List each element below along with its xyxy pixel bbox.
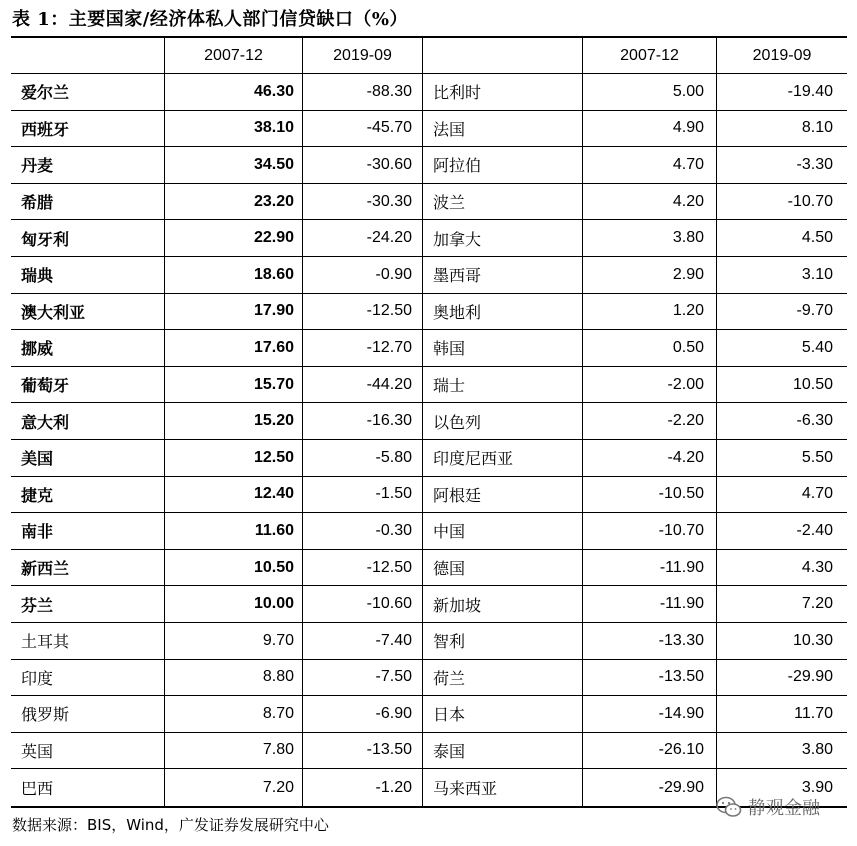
value-2007-12-right-cell: 0.50 xyxy=(583,330,717,366)
value-2019-09-right-cell: -3.30 xyxy=(796,155,833,173)
country-right-cell: 以色列 xyxy=(423,403,583,439)
table-row xyxy=(11,660,847,697)
country-left-cell: 捷克 xyxy=(11,477,165,513)
value-2019-09-right-cell: 8.10 xyxy=(801,119,833,137)
data-source-note: 数据来源：BIS，Wind，广发证券发展研究中心 xyxy=(12,816,329,834)
value-2007-12-left-cell: 38.10 xyxy=(165,111,303,147)
value-2007-12-left-cell: 17.60 xyxy=(165,330,303,366)
table-row xyxy=(11,367,847,404)
value-2019-09-right-cell: -2.40 xyxy=(796,521,833,539)
header-2019-09-left: 2019-09 xyxy=(303,38,423,73)
table-row xyxy=(11,220,847,257)
value-2007-12-right-cell: -13.50 xyxy=(583,660,717,696)
country-right-cell: 智利 xyxy=(423,623,583,659)
value-2019-09-left-cell: -13.50 xyxy=(303,733,423,769)
table-row xyxy=(11,623,847,660)
value-2019-09-left-cell: -1.50 xyxy=(303,477,423,513)
country-left-cell: 意大利 xyxy=(11,403,165,439)
value-2007-12-left-cell: 46.30 xyxy=(165,74,303,110)
value-2019-09-right-cell: 3.10 xyxy=(801,265,833,283)
value-2007-12-right-cell: -4.20 xyxy=(583,440,717,476)
value-2019-09-left-cell: -30.60 xyxy=(303,147,423,183)
value-2019-09-right-cell: 5.50 xyxy=(801,448,833,466)
table-row xyxy=(11,330,847,367)
country-right-cell: 阿拉伯 xyxy=(423,147,583,183)
country-left-cell: 葡萄牙 xyxy=(11,367,165,403)
country-left-cell: 匈牙利 xyxy=(11,220,165,256)
value-2007-12-left-cell: 34.50 xyxy=(165,147,303,183)
table-row xyxy=(11,147,847,184)
value-2019-09-right-cell: 3.90 xyxy=(801,778,833,796)
value-2007-12-left-cell: 17.90 xyxy=(165,294,303,330)
value-2007-12-left-cell: 7.20 xyxy=(165,769,303,806)
value-2007-12-left-cell: 15.20 xyxy=(165,403,303,439)
header-country-right xyxy=(423,38,583,73)
country-left-cell: 瑞典 xyxy=(11,257,165,293)
value-2007-12-right-cell: -11.90 xyxy=(583,586,717,622)
value-2019-09-left-cell: -5.80 xyxy=(303,440,423,476)
value-2007-12-left-cell: 22.90 xyxy=(165,220,303,256)
country-left-cell: 美国 xyxy=(11,440,165,476)
value-2019-09-right-cell: -19.40 xyxy=(787,82,833,100)
value-2019-09-right-cell: 10.50 xyxy=(792,375,833,393)
value-2007-12-left-cell: 12.50 xyxy=(165,440,303,476)
value-2007-12-left-cell: 7.80 xyxy=(165,733,303,769)
country-left-cell: 土耳其 xyxy=(11,623,165,659)
country-left-cell: 挪威 xyxy=(11,330,165,366)
value-2007-12-left-cell: 10.50 xyxy=(165,550,303,586)
value-2007-12-left-cell: 18.60 xyxy=(165,257,303,293)
value-2007-12-right-cell: -29.90 xyxy=(583,769,717,806)
value-2007-12-right-cell: 4.70 xyxy=(583,147,717,183)
value-2019-09-right-cell: 7.20 xyxy=(801,595,833,613)
value-2007-12-left-cell: 23.20 xyxy=(165,184,303,220)
value-2007-12-left-cell: 12.40 xyxy=(165,477,303,513)
value-2007-12-right-cell: -10.50 xyxy=(583,477,717,513)
header-2019-09-right: 2019-09 xyxy=(752,46,812,64)
country-left-cell: 南非 xyxy=(11,513,165,549)
value-2007-12-right-cell: 1.20 xyxy=(583,294,717,330)
value-2007-12-right-cell: 2.90 xyxy=(583,257,717,293)
value-2019-09-left-cell: -12.70 xyxy=(303,330,423,366)
value-2019-09-right-cell: 4.30 xyxy=(801,558,833,576)
country-right-cell: 荷兰 xyxy=(423,660,583,696)
table-row xyxy=(11,184,847,221)
table-row xyxy=(11,513,847,550)
value-2007-12-left-cell: 9.70 xyxy=(165,623,303,659)
table-row xyxy=(11,440,847,477)
value-2019-09-left-cell: -24.20 xyxy=(303,220,423,256)
value-2019-09-left-cell: -1.20 xyxy=(303,769,423,806)
country-left-cell: 希腊 xyxy=(11,184,165,220)
country-right-cell: 瑞士 xyxy=(423,367,583,403)
value-2007-12-right-cell: -11.90 xyxy=(583,550,717,586)
header-2007-12-left: 2007-12 xyxy=(165,38,303,73)
value-2007-12-left-cell: 10.00 xyxy=(165,586,303,622)
value-2007-12-right-cell: -2.20 xyxy=(583,403,717,439)
value-2019-09-left-cell: -44.20 xyxy=(303,367,423,403)
country-right-cell: 中国 xyxy=(423,513,583,549)
value-2019-09-right-cell: 4.70 xyxy=(801,485,833,503)
watermark-text: 静观金融 xyxy=(748,798,820,819)
country-right-cell: 泰国 xyxy=(423,733,583,769)
value-2007-12-right-cell: -13.30 xyxy=(583,623,717,659)
country-left-cell: 印度 xyxy=(11,660,165,696)
value-2007-12-left-cell: 15.70 xyxy=(165,367,303,403)
value-2007-12-right-cell: 5.00 xyxy=(583,74,717,110)
value-2019-09-left-cell: -7.50 xyxy=(303,660,423,696)
wechat-icon xyxy=(716,796,742,818)
table-header-row xyxy=(11,38,847,74)
value-2007-12-left-cell: 11.60 xyxy=(165,513,303,549)
table-title: 表 1：主要国家/经济体私人部门信贷缺口（%） xyxy=(12,9,408,30)
value-2007-12-right-cell: 4.20 xyxy=(583,184,717,220)
country-right-cell: 加拿大 xyxy=(423,220,583,256)
table-row xyxy=(11,733,847,770)
country-right-cell: 印度尼西亚 xyxy=(423,440,583,476)
value-2007-12-right-cell: -26.10 xyxy=(583,733,717,769)
value-2019-09-right-cell: 5.40 xyxy=(801,338,833,356)
value-2019-09-left-cell: -7.40 xyxy=(303,623,423,659)
value-2019-09-left-cell: -88.30 xyxy=(303,74,423,110)
value-2019-09-left-cell: -30.30 xyxy=(303,184,423,220)
value-2007-12-right-cell: 4.90 xyxy=(583,111,717,147)
country-right-cell: 德国 xyxy=(423,550,583,586)
country-right-cell: 墨西哥 xyxy=(423,257,583,293)
country-right-cell: 阿根廷 xyxy=(423,477,583,513)
value-2019-09-right-cell: 11.70 xyxy=(794,704,833,722)
value-2007-12-right-cell: -10.70 xyxy=(583,513,717,549)
country-left-cell: 巴西 xyxy=(11,769,165,806)
value-2019-09-right-cell: 10.30 xyxy=(792,631,833,649)
value-2019-09-left-cell: -45.70 xyxy=(303,111,423,147)
value-2019-09-left-cell: -10.60 xyxy=(303,586,423,622)
country-right-cell: 比利时 xyxy=(423,74,583,110)
country-left-cell: 芬兰 xyxy=(11,586,165,622)
country-right-cell: 奥地利 xyxy=(423,294,583,330)
value-2019-09-left-cell: -12.50 xyxy=(303,550,423,586)
table-row xyxy=(11,257,847,294)
value-2019-09-left-cell: -12.50 xyxy=(303,294,423,330)
table-row xyxy=(11,696,847,733)
value-2007-12-left-cell: 8.80 xyxy=(165,660,303,696)
value-2007-12-left-cell: 8.70 xyxy=(165,696,303,732)
table-row xyxy=(11,294,847,331)
value-2019-09-left-cell: -6.90 xyxy=(303,696,423,732)
country-right-cell: 日本 xyxy=(423,696,583,732)
country-left-cell: 丹麦 xyxy=(11,147,165,183)
country-right-cell: 马来西亚 xyxy=(423,769,583,806)
country-left-cell: 新西兰 xyxy=(11,550,165,586)
value-2007-12-right-cell: -14.90 xyxy=(583,696,717,732)
watermark xyxy=(716,794,820,820)
value-2019-09-right-cell: 3.80 xyxy=(801,741,833,759)
value-2007-12-right-cell: 3.80 xyxy=(583,220,717,256)
country-left-cell: 俄罗斯 xyxy=(11,696,165,732)
country-right-cell: 法国 xyxy=(423,111,583,147)
country-left-cell: 爱尔兰 xyxy=(11,74,165,110)
table-row xyxy=(11,477,847,514)
country-left-cell: 英国 xyxy=(11,733,165,769)
value-2019-09-left-cell: -0.90 xyxy=(303,257,423,293)
country-right-cell: 新加坡 xyxy=(423,586,583,622)
value-2019-09-left-cell: -16.30 xyxy=(303,403,423,439)
table-row xyxy=(11,550,847,587)
country-right-cell: 波兰 xyxy=(423,184,583,220)
header-country-left xyxy=(11,38,165,73)
country-right-cell: 韩国 xyxy=(423,330,583,366)
value-2019-09-right-cell: -6.30 xyxy=(796,412,833,430)
table-row xyxy=(11,74,847,111)
value-2019-09-right-cell: -10.70 xyxy=(787,192,833,210)
value-2007-12-right-cell: -2.00 xyxy=(583,367,717,403)
value-2019-09-right-cell: -29.90 xyxy=(787,668,833,686)
table-row xyxy=(11,111,847,148)
country-left-cell: 西班牙 xyxy=(11,111,165,147)
value-2019-09-left-cell: -0.30 xyxy=(303,513,423,549)
value-2019-09-right-cell: 4.50 xyxy=(801,229,833,247)
value-2019-09-right-cell: -9.70 xyxy=(796,302,833,320)
credit-gap-table xyxy=(11,36,847,808)
country-left-cell: 澳大利亚 xyxy=(11,294,165,330)
header-2007-12-right: 2007-12 xyxy=(583,38,717,73)
table-row xyxy=(11,403,847,440)
table-row xyxy=(11,586,847,623)
